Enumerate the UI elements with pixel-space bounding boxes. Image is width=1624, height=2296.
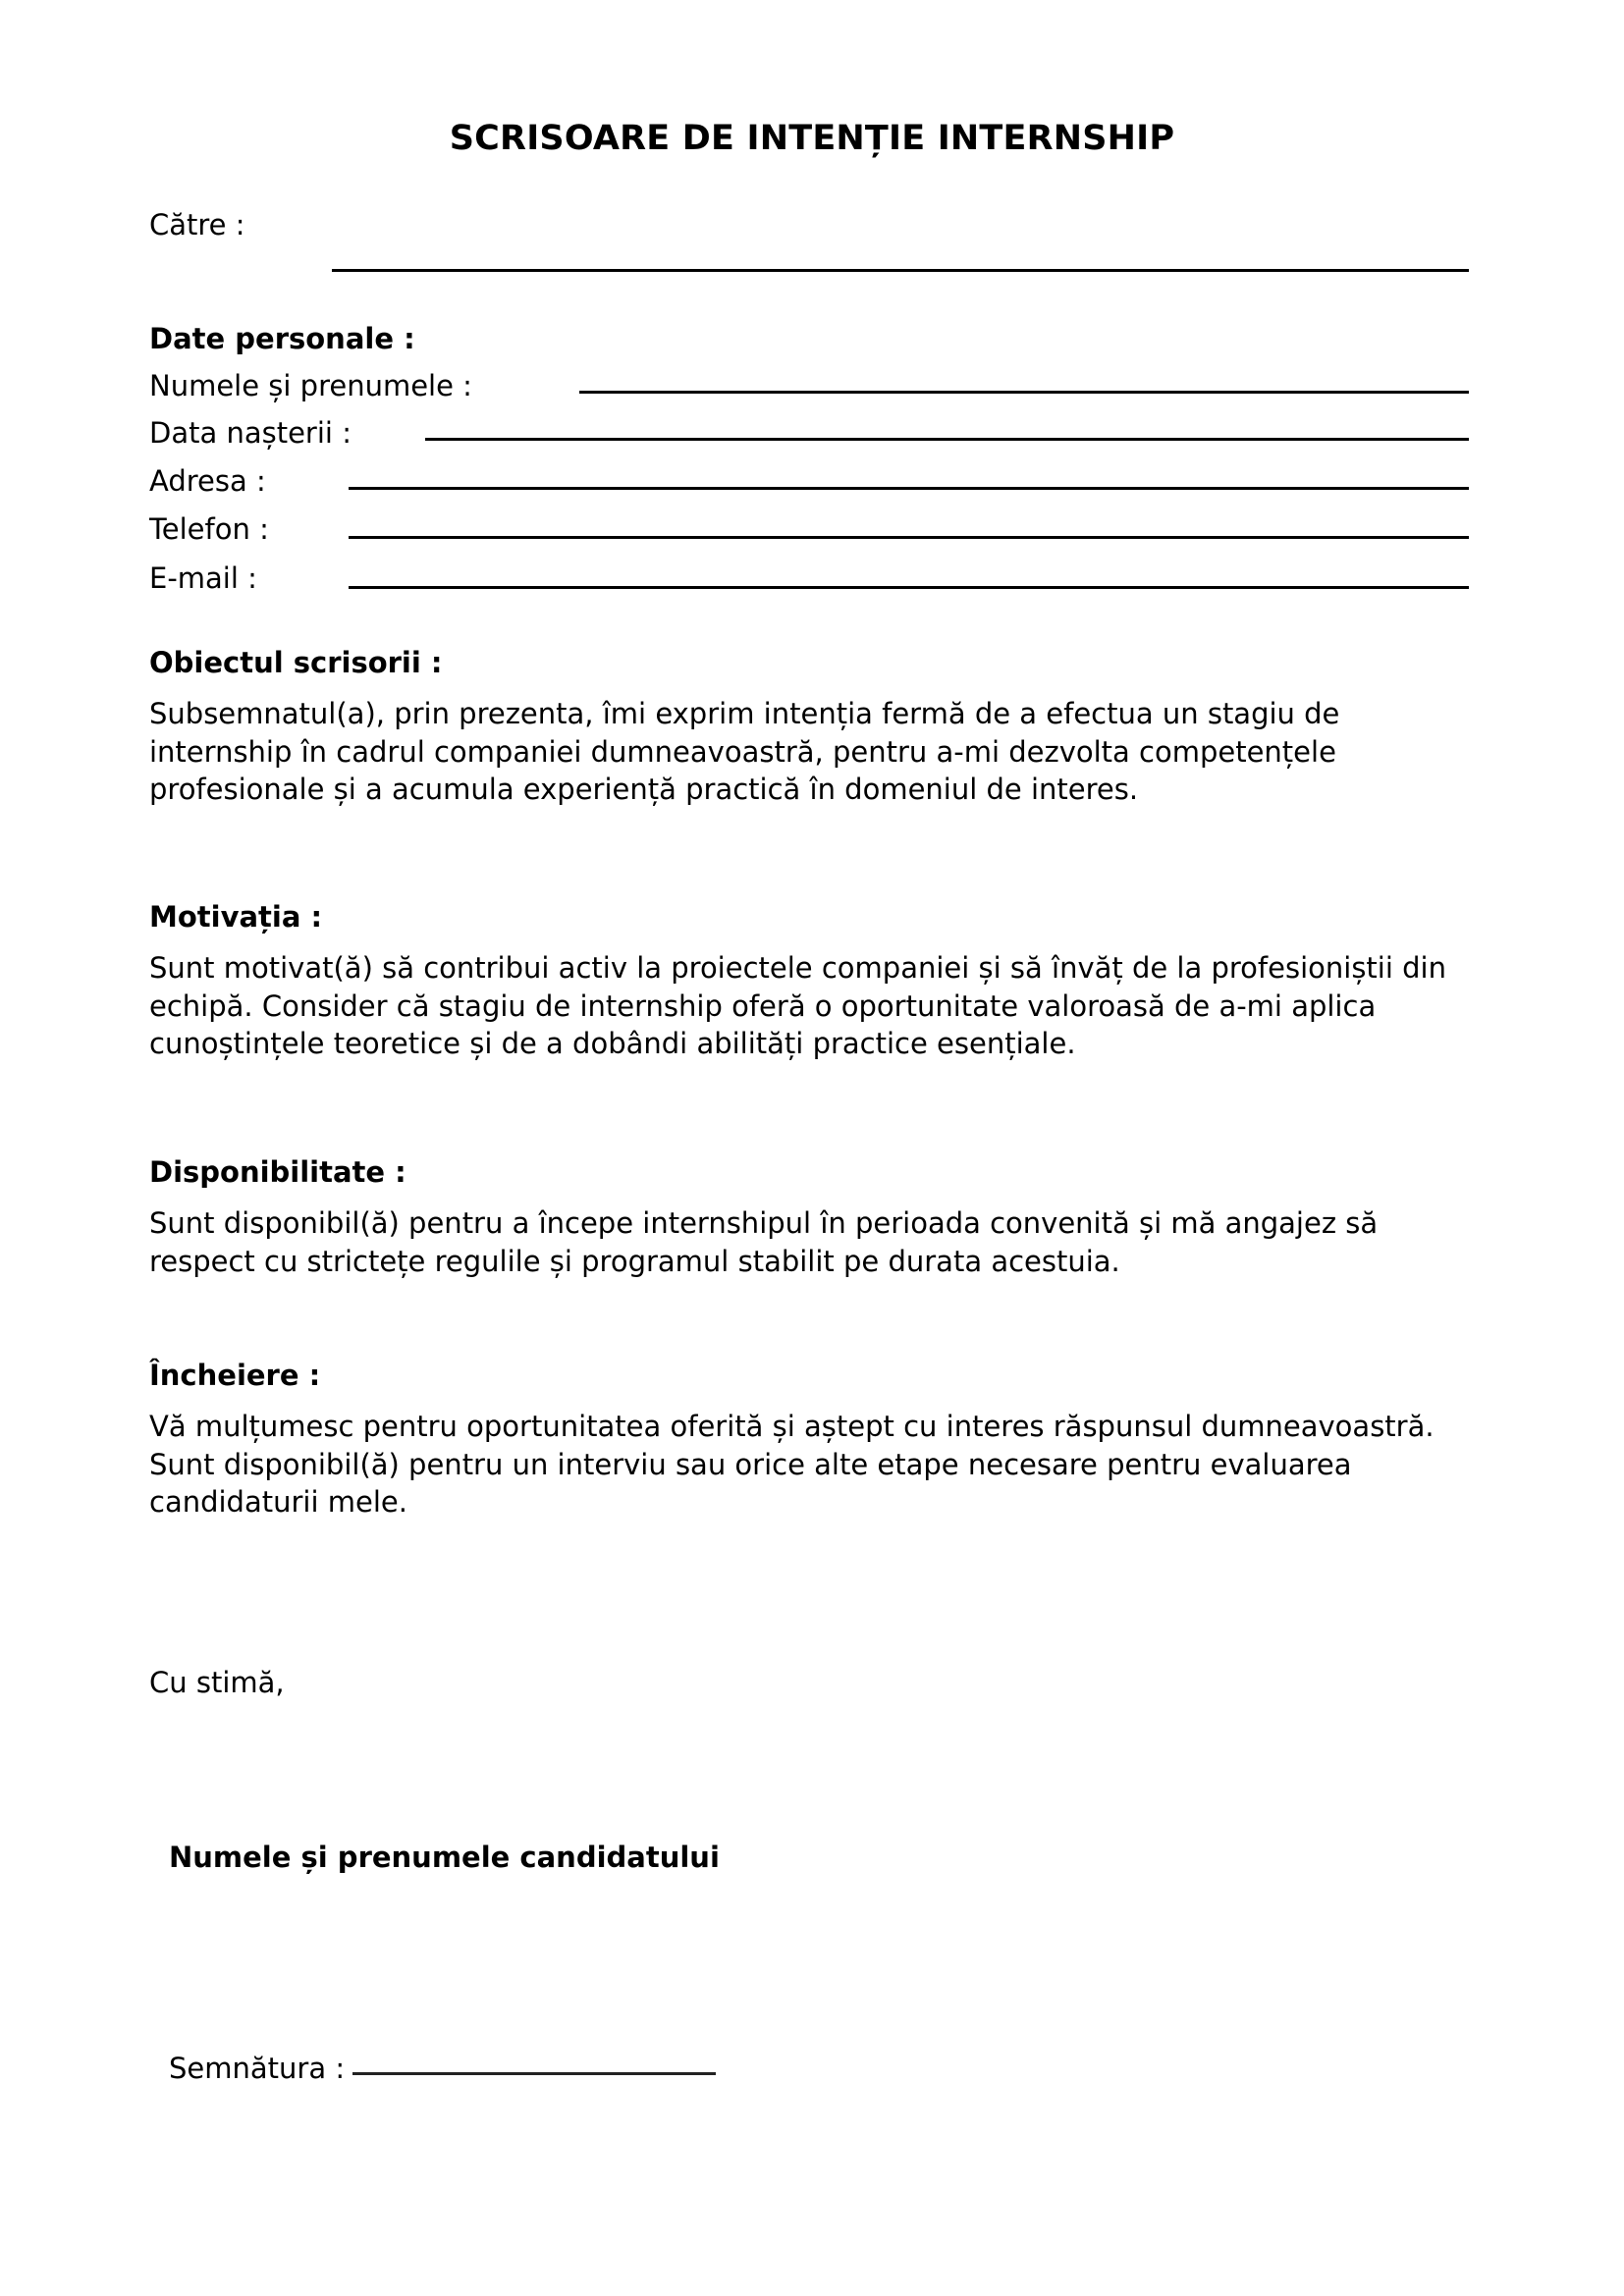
field-label-email: E-mail : (149, 561, 257, 595)
field-label-address: Adresa : (149, 464, 266, 498)
recipient-label: Către : (149, 208, 245, 241)
section-heading-incheiere: Încheiere : (149, 1359, 321, 1392)
section-body-motivatia: Sunt motivat(ă) să contribui activ la proiectele companiei și să învăț de la profesioniștii din echipă. Consider că stagiu de internship oferă o oportunitate valoroasă de a-mi aplica cunoștințele teoretice și de a dobândi abilități practice esențiale. (149, 951, 1446, 1061)
recipient-blank-line[interactable] (332, 269, 1469, 272)
signature-blank-line[interactable] (352, 2072, 716, 2075)
signature-row (169, 2052, 716, 2085)
page-title: SCRISOARE DE INTENȚIE INTERNSHIP (449, 119, 1175, 158)
section-heading-motivatia: Motivația : (149, 900, 323, 934)
field-label-full-name: Numele și prenumele : (149, 369, 472, 402)
section-heading-disponibilitate: Disponibilitate : (149, 1155, 406, 1189)
field-label-birth-date: Data nașterii : (149, 416, 352, 450)
personal-data-heading: Date personale : (149, 322, 415, 355)
section-heading-obiectul-scrisorii: Obiectul scrisorii : (149, 646, 443, 679)
section-body-incheiere: Vă mulțumesc pentru oportunitatea oferită și aștept cu interes răspunsul dumneavoastră. Sunt disponibil(ă) pentru un interviu sau orice alte etape necesare pentru evaluarea candidaturii mele. (149, 1410, 1435, 1520)
field-line-full-name[interactable] (579, 391, 1469, 394)
section-body-obiectul-scrisorii: Subsemnatul(a), prin prezenta, îmi exprim intenția fermă de a efectua un stagiu de internship în cadrul companiei dumneavoastră, pentru a-mi dezvolta competențele profesionale și a acumula experiență practică în domeniul de interes. (149, 697, 1340, 807)
field-line-birth-date[interactable] (425, 438, 1469, 441)
field-line-email[interactable] (349, 586, 1469, 589)
closing-salutation: Cu stimă, (149, 1666, 285, 1699)
field-line-address[interactable] (349, 487, 1469, 490)
signature-label: Semnătura : (169, 2052, 346, 2085)
candidate-name-label: Numele și prenumele candidatului (169, 1841, 720, 1874)
section-body-disponibilitate: Sunt disponibil(ă) pentru a începe internshipul în perioada convenită și mă angajez să respect cu strictețe regulile și programul stabilit pe durata acestuia. (149, 1206, 1379, 1278)
field-label-phone: Telefon : (149, 512, 269, 546)
field-line-phone[interactable] (349, 536, 1469, 539)
